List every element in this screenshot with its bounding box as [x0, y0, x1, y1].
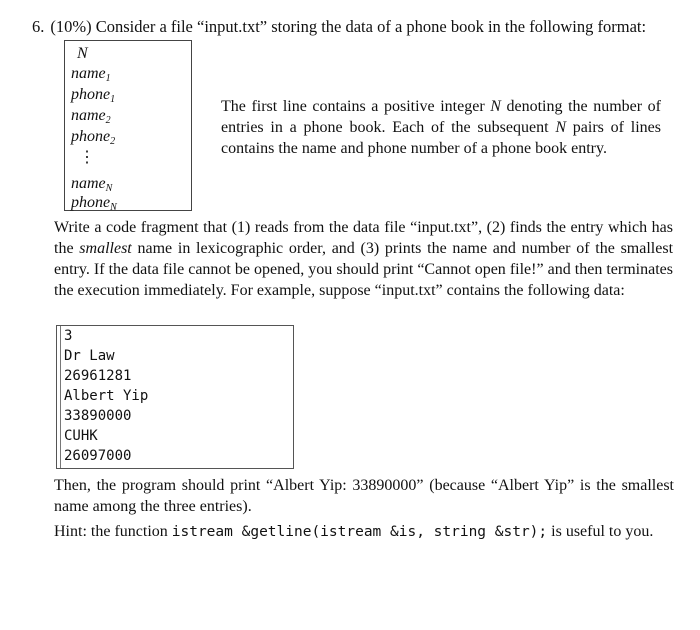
example-data-box: [56, 325, 294, 469]
data-line: 26097000: [64, 448, 132, 464]
format-description: The first line contains a positive integer N denoting the number of entries in a phone book. Each of the subsequent N pairs of lines contains the name and phone number of a phone book entry.: [221, 98, 662, 157]
data-line: Albert Yip: [64, 388, 149, 404]
data-line: 26961281: [64, 368, 132, 384]
file-format-box: [64, 40, 192, 211]
format-ellipsis: ⋮: [79, 149, 95, 166]
data-line: 33890000: [64, 408, 132, 424]
expected-output-text: Then, the program should print “Albert Yip: 33890000” (because “Albert Yip” is the smallest name among the three entries).: [54, 477, 674, 515]
question-title: [32, 16, 692, 38]
format-name-2: name$_2$: [71, 107, 111, 126]
hint-text: Hint: the function istream &getline(istream &is, string &str); is useful to you.: [54, 523, 654, 540]
data-line: 3: [64, 328, 73, 344]
hint-code: istream &getline(istream &is, string &str);: [171, 524, 548, 540]
format-n: N: [77, 45, 88, 62]
format-name-n: name$_N$: [71, 175, 113, 194]
question-text: (10%) Consider a file “input.txt” storing the data of a phone book in the following format:: [50, 17, 647, 36]
format-phone-1: phone$_1$: [71, 86, 116, 105]
data-box-rule: [60, 326, 61, 468]
format-phone-n: phone$_N$: [71, 194, 117, 213]
format-phone-2: phone$_2$: [71, 128, 116, 147]
question-number: 6.: [32, 17, 45, 36]
data-line: CUHK: [64, 428, 98, 444]
data-line: Dr Law: [64, 348, 115, 364]
task-description: Write a code fragment that (1) reads from the data file “input.txt”, (2) finds the entry which has the smallest name in lexicographic order, and (3) prints the name and number of the smallest entry. If the data file cannot be opened, you should print “Cannot open file!” and then terminates the execution immediately. For example, suppose “input.txt” contains the following data:: [54, 219, 674, 299]
format-name-1: name$_1$: [71, 65, 111, 84]
